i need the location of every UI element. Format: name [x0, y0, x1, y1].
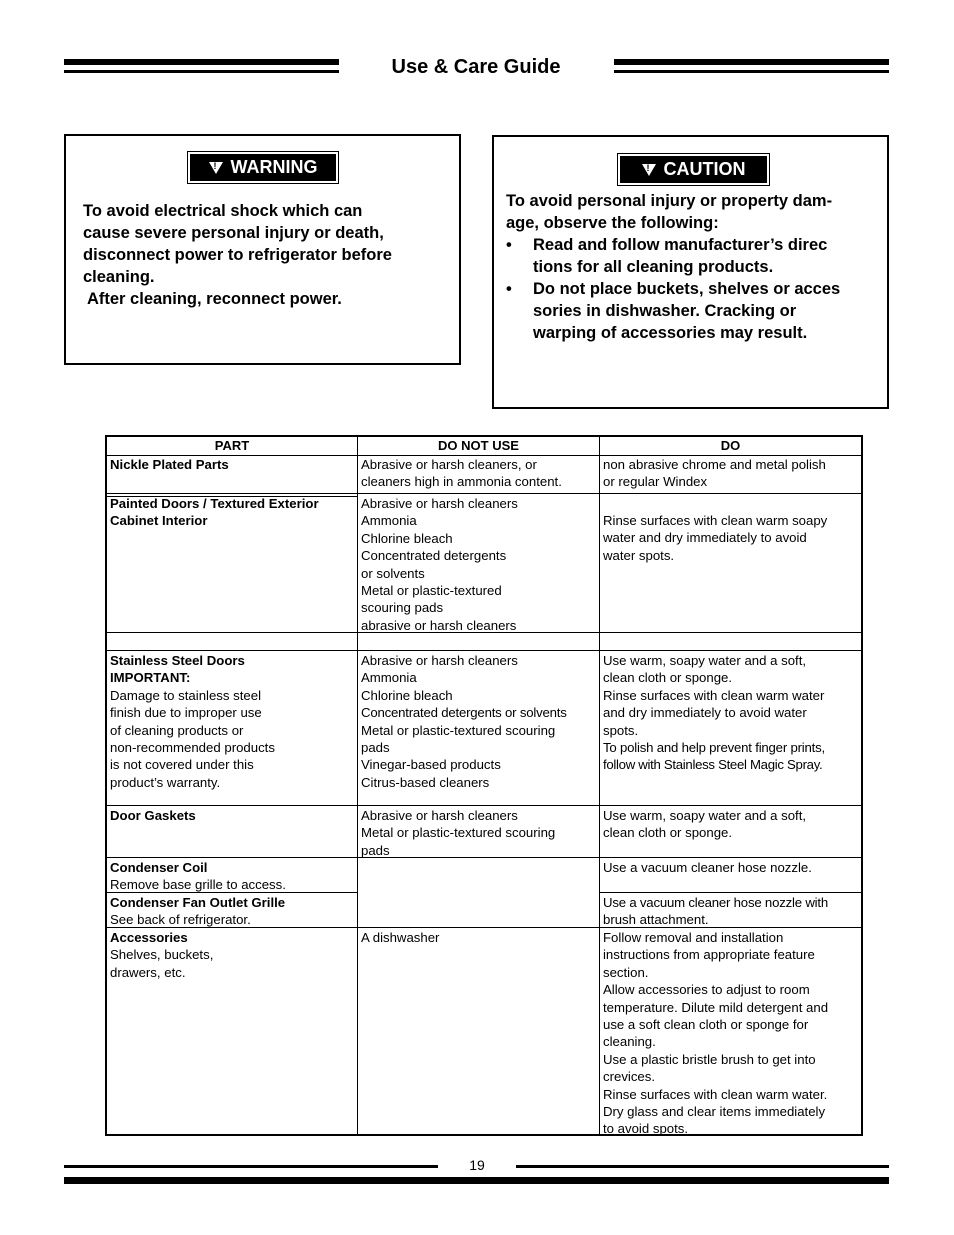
part-title: Nickle Plated Parts [110, 457, 229, 472]
cell-line: or regular Windex [603, 474, 708, 490]
cell-part-painted [108, 495, 356, 530]
cell-line: Metal or plastic-textured [361, 583, 502, 599]
cell-line: Dry glass and clear items immediately [603, 1104, 826, 1120]
cell-part-nickle [108, 456, 356, 473]
cell-line: non abrasive chrome and metal polish [603, 457, 826, 472]
part-title: Condenser Coil [110, 860, 208, 875]
cell-line: Abrasive or harsh cleaners, or [361, 457, 537, 472]
cell-line: Allow accessories to adjust to room [603, 982, 810, 998]
warning-triangle-icon [209, 162, 223, 174]
part-title: IMPORTANT: [110, 670, 191, 686]
cell-line: temperature. Dilute mild detergent and [603, 999, 829, 1015]
cell-line: Chlorine bleach [361, 530, 453, 546]
cell-line: clean cloth or sponge. [603, 825, 733, 841]
caution-intro-line: age, observe the following: [506, 214, 719, 232]
cell-line: brush attachment. [603, 912, 709, 928]
cell-donotuse-gaskets [359, 807, 599, 859]
cell-line: pads [361, 740, 390, 756]
header-rule-left-thick [64, 59, 339, 65]
cell-line: instructions from appropriate feature [603, 947, 815, 963]
caution-bullet-line: tions for all cleaning products. [533, 258, 774, 276]
footer-rule-left-thin [64, 1165, 438, 1168]
caution-bullet-line: • Do not place buckets, shelves or acces [533, 280, 841, 298]
cell-line: Remove base grille to access. [110, 877, 286, 893]
cell-line: Citrus-based cleaners [361, 774, 490, 790]
cell-line: of cleaning products or [110, 722, 244, 738]
cell-line: A dishwasher [361, 930, 440, 945]
cleaning-table [105, 435, 863, 1136]
cell-line: Metal or plastic-textured scouring [361, 825, 556, 841]
part-title: Door Gaskets [110, 808, 196, 823]
header-do: DO [720, 438, 741, 453]
cell-line: Abrasive or harsh cleaners [361, 653, 518, 668]
warning-line: cleaning. [83, 268, 155, 286]
header-rule-right-thin [614, 70, 889, 73]
row-divider [107, 805, 861, 806]
cell-do-nickle [601, 456, 863, 491]
caution-bullet-line: • Read and follow manufacturer’s direc [533, 236, 828, 254]
cell-part-accessories [108, 929, 356, 981]
cell-line: Use a vacuum cleaner hose nozzle. [603, 860, 812, 875]
part-title: Painted Doors / Textured Exterior [110, 496, 319, 511]
cell-do-stainless [601, 652, 863, 774]
footer-rule-left-thick [64, 1177, 889, 1184]
warning-badge-label: WARNING [230, 157, 318, 177]
cell-do-coil [601, 859, 863, 876]
cell-line: scouring pads [361, 600, 444, 616]
row-divider [107, 493, 861, 494]
column-divider [357, 437, 358, 1134]
cell-line: non-recommended products [110, 740, 275, 756]
warning-line: cause severe personal injury or death, [83, 224, 384, 242]
cell-line: water spots. [603, 547, 675, 563]
cell-line: Shelves, buckets, [110, 947, 214, 963]
cell-line: clean cloth or sponge. [603, 670, 733, 686]
column-divider [599, 437, 600, 1134]
cell-part-fan [108, 894, 356, 929]
cell-line: Use a plastic bristle brush to get into [603, 1051, 816, 1067]
warning-line: After cleaning, reconnect power. [83, 290, 342, 308]
cell-part-stainless [108, 652, 356, 791]
part-title: Cabinet Interior [110, 513, 208, 529]
cell-line: Metal or plastic-textured scouring [361, 722, 556, 738]
cell-line: is not covered under this [110, 757, 254, 773]
row-divider [107, 650, 861, 651]
warning-text [83, 200, 455, 310]
cell-line: Abrasive or harsh cleaners [361, 808, 518, 823]
cell-line: Ammonia [361, 670, 417, 686]
cell-line: Ammonia [361, 513, 417, 529]
cell-do-accessories [601, 929, 863, 1138]
cell-line: and dry immediately to avoid water [603, 705, 807, 721]
cell-line: Rinse surfaces with clean warm soapy [603, 513, 828, 528]
row-divider [600, 892, 861, 893]
caution-triangle-icon [642, 164, 656, 176]
cell-line: spots. [603, 722, 639, 738]
cell-line: Damage to stainless steel [110, 687, 261, 703]
cell-part-coil [108, 859, 356, 894]
cell-line: finish due to improper use [110, 705, 262, 721]
cell-line: pads [361, 842, 390, 858]
cell-do-gaskets [601, 807, 863, 842]
cell-line: water and dry immediately to avoid [603, 530, 807, 546]
cell-donotuse-stainless [359, 652, 599, 791]
part-title: Accessories [110, 930, 188, 945]
cell-donotuse-nickle [359, 456, 599, 491]
cell-line: Rinse surfaces with clean warm water [603, 687, 825, 703]
header-part: PART [214, 438, 250, 453]
page-title: Use & Care Guide [391, 56, 561, 78]
cell-line: to avoid spots. [603, 1121, 689, 1137]
cell-part-gaskets [108, 807, 356, 824]
caution-bullet [506, 278, 882, 344]
footer-rule-right-thin [516, 1165, 889, 1168]
header-do-not-use: DO NOT USE [438, 438, 519, 453]
cell-line: Chlorine bleach [361, 687, 453, 703]
header-rule-right-thick [614, 59, 889, 65]
cell-line: Use warm, soapy water and a soft, [603, 653, 807, 668]
caution-bullet-line: sories in dishwasher. Cracking or [533, 302, 797, 320]
caution-badge [618, 154, 769, 185]
cell-line: Concentrated detergents or solvents [361, 705, 567, 721]
header-rule-left-thin [64, 70, 339, 73]
cell-line: Rinse surfaces with clean warm water. [603, 1086, 828, 1102]
cell-do-painted [601, 512, 863, 564]
caution-bullet-line: warping of accessories may result. [533, 324, 808, 342]
cell-line: use a soft clean cloth or sponge for [603, 1017, 809, 1033]
cell-donotuse-accessories [359, 929, 599, 946]
cell-line: cleaning. [603, 1034, 656, 1050]
part-title: Stainless Steel Doors [110, 653, 245, 668]
cell-donotuse-painted [359, 495, 599, 634]
page-number: 19 [469, 1157, 485, 1173]
warning-line: To avoid electrical shock which can [83, 202, 363, 220]
cell-line: crevices. [603, 1069, 656, 1085]
cell-line: Abrasive or harsh cleaners [361, 496, 518, 511]
caution-bullet-list [506, 234, 882, 344]
caution-badge-label: CAUTION [663, 159, 746, 179]
cell-do-fan [601, 894, 863, 929]
caution-text [506, 190, 882, 344]
cell-line: Use warm, soapy water and a soft, [603, 808, 807, 823]
cell-line: Follow removal and installation [603, 930, 784, 945]
cell-line: See back of refrigerator. [110, 912, 251, 928]
cell-line: or solvents [361, 565, 425, 581]
cell-line: abrasive or harsh cleaners [361, 617, 517, 633]
cell-line: Concentrated detergents [361, 548, 507, 564]
cell-line: cleaners high in ammonia content. [361, 474, 562, 490]
warning-badge [188, 152, 338, 183]
cell-line: product’s warranty. [110, 774, 221, 790]
cell-line: Use a vacuum cleaner hose nozzle with [603, 895, 828, 910]
caution-intro-line: To avoid personal injury or property dam- [506, 192, 833, 210]
cell-line: drawers, etc. [110, 964, 186, 980]
cell-line: Vinegar-based products [361, 757, 501, 773]
warning-line: disconnect power to refrigerator before [83, 246, 392, 264]
caution-bullet [506, 234, 882, 278]
cell-line: To polish and help prevent finger prints, [603, 740, 825, 756]
part-title: Condenser Fan Outlet Grille [110, 895, 286, 910]
cell-line: follow with Stainless Steel Magic Spray. [603, 757, 823, 773]
cell-line: section. [603, 964, 649, 980]
